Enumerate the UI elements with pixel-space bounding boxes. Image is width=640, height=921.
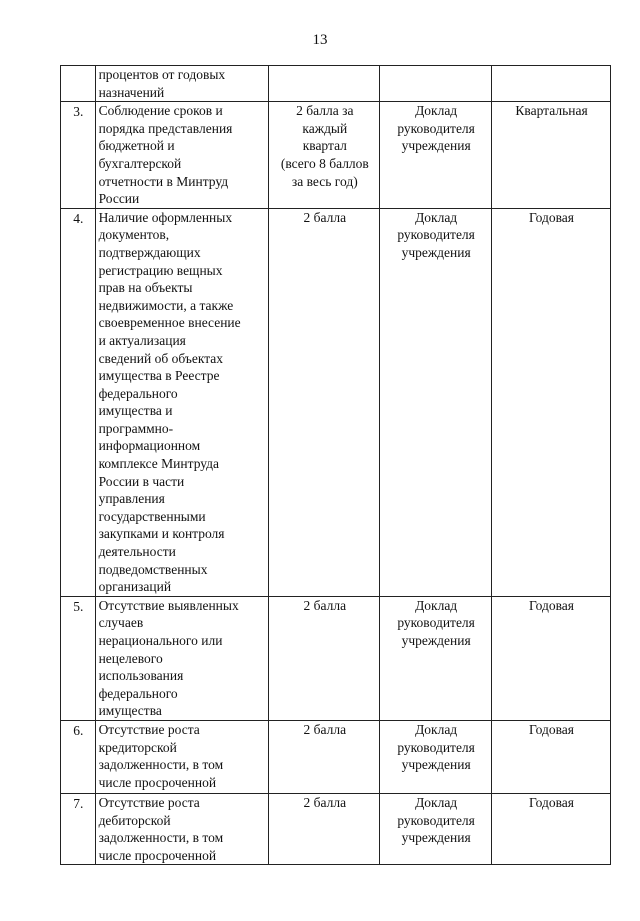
row-number-cell: 6.	[61, 720, 96, 793]
criterion-cell: Соблюдение сроков и порядка представления бюджетной и бухгалтерской отчетности в Минтруд России	[95, 102, 269, 209]
period-cell: Годовая	[492, 793, 611, 864]
period-cell: Годовая	[492, 208, 611, 596]
criterion-cell: Отсутствие выявленных случаев нерационального или нецелевого использования федерального имущества	[95, 596, 269, 720]
table-row	[61, 596, 611, 720]
criterion-cell: Наличие оформленных документов, подтверждающих регистрацию вещных прав на объекты недвижимости, а также своевременное внесение и актуализация сведений об объектах имущества в Реестре федерального имущества и программно- информационном комплексе Минтруда России в части управления государственными закупками и контроля деятельности подведомственных организаций	[95, 208, 269, 596]
source-cell: Доклад руководителя учреждения	[380, 102, 492, 209]
row-number-cell: 3.	[61, 102, 96, 209]
score-cell: 2 балла	[269, 793, 380, 864]
source-cell	[380, 66, 492, 102]
score-cell: 2 балла	[269, 596, 380, 720]
criteria-table	[60, 65, 611, 865]
criterion-cell: Отсутствие роста кредиторской задолженности, в том числе просроченной	[95, 720, 269, 793]
row-number-cell: 7.	[61, 793, 96, 864]
score-cell: 2 балла	[269, 720, 380, 793]
period-cell	[492, 66, 611, 102]
source-cell: Доклад руководителя учреждения	[380, 720, 492, 793]
period-cell: Годовая	[492, 596, 611, 720]
row-number-cell: 5.	[61, 596, 96, 720]
score-cell	[269, 66, 380, 102]
score-cell: 2 балла за каждый квартал (всего 8 баллов за весь год)	[269, 102, 380, 209]
row-number-cell	[61, 66, 96, 102]
page-number: 13	[312, 32, 328, 48]
table-row	[61, 208, 611, 596]
period-cell: Годовая	[492, 720, 611, 793]
criterion-cell: Отсутствие роста дебиторской задолженности, в том числе просроченной	[95, 793, 269, 864]
table-row	[61, 102, 611, 209]
period-cell: Квартальная	[492, 102, 611, 209]
table-row	[61, 793, 611, 864]
score-cell: 2 балла	[269, 208, 380, 596]
source-cell: Доклад руководителя учреждения	[380, 793, 492, 864]
table-row	[61, 66, 611, 102]
criterion-cell: процентов от годовых назначений	[95, 66, 269, 102]
table-row	[61, 720, 611, 793]
source-cell: Доклад руководителя учреждения	[380, 596, 492, 720]
row-number-cell: 4.	[61, 208, 96, 596]
source-cell: Доклад руководителя учреждения	[380, 208, 492, 596]
